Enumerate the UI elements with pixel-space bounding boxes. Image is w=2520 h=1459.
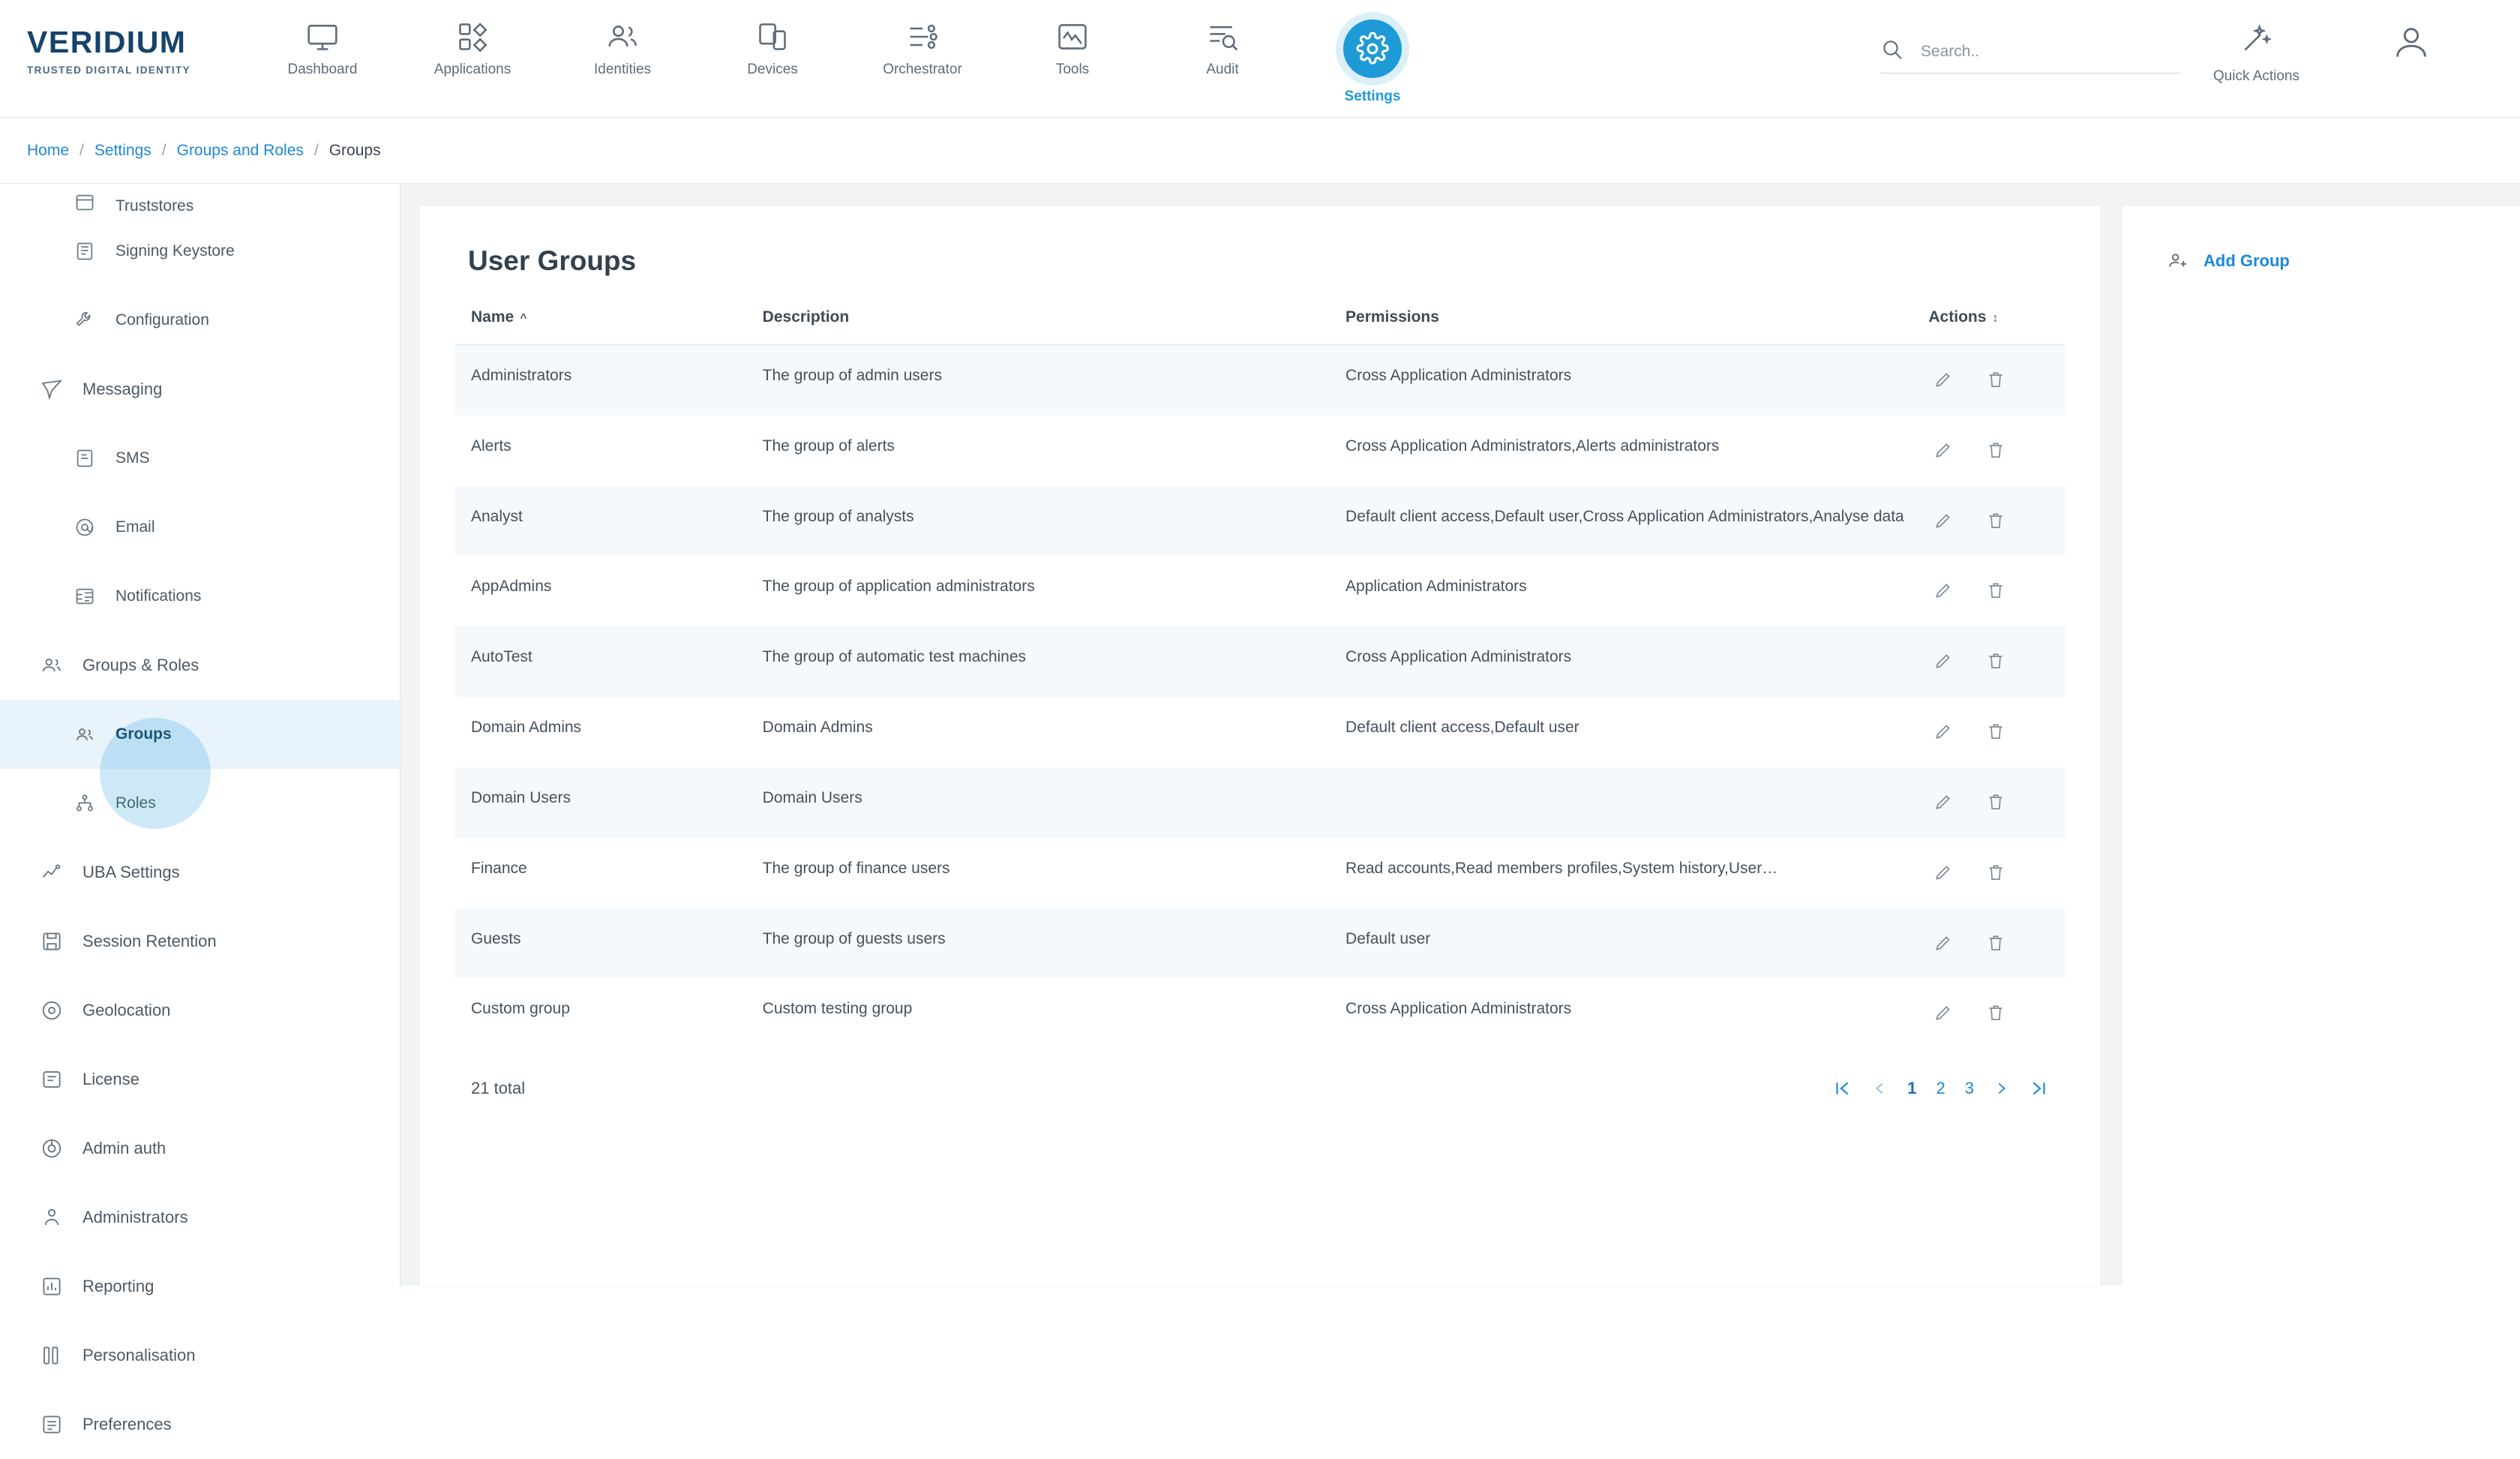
preferences-icon: [39, 1412, 64, 1437]
sidebar-item-label: Personalisation: [82, 1346, 196, 1364]
table-row[interactable]: [454, 416, 2066, 486]
sidebar-item-label: Preferences: [82, 1415, 172, 1433]
sidebar-item-label: Administrators: [82, 1208, 188, 1226]
breadcrumb-item-settings[interactable]: Settings: [94, 141, 152, 159]
sms-icon: [72, 446, 98, 471]
orchestrator-icon: [905, 20, 940, 54]
email-icon: [72, 515, 98, 540]
nav-item-orchestrator[interactable]: [848, 12, 998, 78]
groups-icon: [72, 722, 98, 747]
column-header-name[interactable]: [454, 308, 746, 345]
nav-label: Audit: [1206, 62, 1239, 77]
table-row[interactable]: [454, 978, 2066, 1049]
breadcrumb-separator: /: [80, 141, 84, 159]
table-head: [454, 308, 2066, 345]
nav-item-dashboard[interactable]: [248, 12, 398, 78]
table-row[interactable]: [454, 345, 2066, 416]
sidebar-item-messaging[interactable]: [0, 355, 400, 424]
sort-both-icon: ↕: [1992, 312, 1999, 325]
table-body: [454, 345, 2066, 1049]
geolocation-icon: [39, 998, 64, 1023]
sidebar-item-roles[interactable]: [0, 769, 400, 838]
cell-description: The group of guests users: [746, 908, 1329, 979]
cell-name: Alerts: [471, 437, 512, 455]
column-label: Actions: [1928, 308, 1987, 326]
cell-actions: [1912, 345, 2066, 416]
sidebar-item-groups-and-roles[interactable]: [0, 631, 400, 700]
cell-description: The group of alerts: [762, 437, 895, 455]
nav-label: Orchestrator: [883, 62, 962, 77]
cell-permissions: [1329, 767, 1912, 838]
sidebar-item-label: Groups & Roles: [82, 656, 200, 674]
audit-icon: [1205, 20, 1240, 54]
edit-pencil-icon[interactable]: [1928, 365, 1958, 395]
cell-name: Custom group: [471, 1000, 570, 1018]
nav-item-applications[interactable]: [398, 12, 548, 78]
cell-name: Finance: [471, 859, 527, 877]
cell-permissions: Cross Application Administrators: [1329, 626, 1912, 697]
sidebar-item-sms[interactable]: [0, 424, 400, 493]
edit-pencil-icon[interactable]: [1928, 857, 1958, 887]
nav-item-identities[interactable]: [548, 12, 698, 78]
breadcrumb-item-home[interactable]: Home: [27, 141, 70, 159]
sidebar-item-label: Email: [116, 518, 155, 536]
sidebar-item-label: Groups: [116, 725, 172, 743]
cell-description: The group of application administrators: [762, 578, 1035, 596]
nav-label: Dashboard: [287, 62, 358, 77]
page-title: User Groups: [468, 245, 637, 276]
nav-label: Tools: [1055, 62, 1090, 77]
settings-sidebar: [0, 184, 400, 1433]
column-label: Permissions: [1346, 308, 1439, 326]
sidebar-item-label: Truststores: [116, 197, 194, 215]
sidebar-item-personalisation[interactable]: [0, 1321, 400, 1390]
license-icon: [39, 1067, 64, 1092]
add-group-icon: [2168, 250, 2190, 272]
cell-name: Analyst: [454, 486, 746, 557]
configuration-icon: [72, 308, 98, 333]
column-header-actions[interactable]: [1912, 308, 2066, 345]
apps-icon: [455, 20, 490, 54]
trash-icon[interactable]: [1981, 575, 2011, 605]
breadcrumb-item-groups: Groups: [328, 141, 381, 159]
uba-icon: [39, 860, 64, 885]
cell-description: The group of admin users: [746, 345, 1329, 416]
top-navigation: [248, 0, 1448, 105]
cell-description: The group of finance users: [762, 859, 950, 877]
pagination-first-button[interactable]: [1832, 1079, 1852, 1098]
cell-permissions: Default client access,Default user: [1346, 719, 1580, 737]
search-input[interactable]: [1919, 42, 2180, 62]
nav-item-tools[interactable]: [998, 12, 1148, 78]
trash-icon[interactable]: [1981, 857, 2011, 887]
devices-icon: [755, 20, 790, 54]
sidebar-item-reporting[interactable]: [0, 1252, 400, 1321]
cell-permissions: Cross Application Administrators,Alerts administrators: [1346, 437, 1720, 455]
cell-name: Domain Admins: [471, 719, 582, 737]
search-icon: [1880, 38, 1904, 65]
cell-permissions: Read accounts,Read members profiles,System history,User…: [1346, 859, 1778, 877]
trash-icon[interactable]: [1981, 998, 2011, 1028]
trash-icon[interactable]: [1981, 928, 2011, 958]
sidebar-item-notifications[interactable]: [0, 562, 400, 631]
sidebar-item-label: Configuration: [116, 311, 209, 329]
cell-actions: [1912, 486, 2066, 557]
page-body: [0, 184, 2520, 1433]
table-row[interactable]: [454, 767, 2066, 838]
cell-actions: [1912, 908, 2066, 979]
cell-actions: [1912, 556, 2066, 626]
people-icon: [605, 20, 640, 54]
breadcrumb: [0, 118, 2520, 184]
cell-permissions: Application Administrators: [1346, 578, 1527, 596]
nav-item-audit[interactable]: [1148, 12, 1298, 78]
breadcrumb-separator: /: [314, 141, 319, 159]
admin-auth-icon: [39, 1136, 64, 1161]
nav-item-settings[interactable]: [1298, 12, 1448, 105]
pagination-page-2[interactable]: 2: [1936, 1079, 1946, 1098]
top-bar-right: [1880, 0, 2520, 85]
add-group-button[interactable]: [2168, 250, 2520, 272]
cell-permissions: Cross Application Administrators: [1346, 1000, 1572, 1018]
cell-name: AppAdmins: [471, 578, 552, 596]
brand-logo[interactable]: [0, 0, 248, 76]
edit-pencil-icon[interactable]: [1928, 716, 1958, 746]
edit-pencil-icon[interactable]: [1928, 787, 1958, 817]
table-footer: [454, 1079, 2066, 1098]
column-header-description[interactable]: [746, 308, 1329, 345]
nav-label: Identities: [593, 62, 652, 77]
sidebar-item-uba-settings[interactable]: [0, 838, 400, 907]
messaging-icon: [39, 377, 64, 402]
sidebar-item-label: Admin auth: [82, 1139, 166, 1157]
cell-actions: [1912, 626, 2066, 697]
reporting-icon: [39, 1274, 64, 1299]
sidebar-item-session-retention[interactable]: [0, 907, 400, 976]
cell-name: Domain Users: [454, 767, 746, 838]
truststore-icon: [72, 190, 98, 215]
table-row[interactable]: [454, 556, 2066, 626]
top-bar: [0, 0, 2520, 118]
groups-table: [454, 308, 2066, 1049]
table-header-row: [454, 308, 2066, 345]
gear-icon: [1343, 20, 1402, 78]
edit-pencil-icon[interactable]: [1928, 928, 1958, 958]
breadcrumb-item-groups-and-roles[interactable]: Groups and Roles: [176, 141, 304, 159]
breadcrumb-separator: /: [161, 141, 166, 159]
session-retention-icon: [39, 929, 64, 954]
sidebar-item-signing-keystore[interactable]: [0, 217, 400, 286]
quick-actions-button[interactable]: [2213, 18, 2300, 85]
column-header-permissions[interactable]: [1329, 308, 1912, 345]
pagination: [1832, 1079, 2049, 1098]
user-groups-card: [420, 206, 2100, 1286]
trash-icon[interactable]: [1981, 646, 2011, 676]
keystore-icon: [72, 239, 98, 264]
sidebar-item-label: Roles: [116, 794, 156, 812]
table-row[interactable]: [454, 838, 2066, 908]
sidebar-item-license[interactable]: [0, 1045, 400, 1114]
table-row[interactable]: [454, 908, 2066, 979]
cell-description: The group of analysts: [746, 486, 1329, 557]
search-box[interactable]: [1880, 38, 2180, 74]
cell-description: The group of automatic test machines: [746, 626, 1329, 697]
cell-description: Domain Admins: [762, 719, 873, 737]
edit-pencil-icon[interactable]: [1928, 646, 1958, 676]
sidebar-item-label: Reporting: [82, 1277, 154, 1295]
sidebar-item-email[interactable]: [0, 493, 400, 562]
sidebar-item-label: Notifications: [116, 587, 202, 605]
personalisation-icon: [39, 1343, 64, 1368]
cell-actions: [1912, 416, 2066, 486]
main-content: [400, 184, 2520, 1286]
cell-name: Guests: [454, 908, 746, 979]
sidebar-item-label: UBA Settings: [82, 863, 180, 881]
cell-description: Domain Users: [746, 767, 1329, 838]
cell-name: Administrators: [454, 345, 746, 416]
sort-asc-icon: ^: [520, 312, 527, 325]
trash-icon[interactable]: [1981, 365, 2011, 395]
cell-actions: [1912, 697, 2066, 767]
notifications-icon: [72, 584, 98, 609]
administrators-icon: [39, 1205, 64, 1230]
nav-label: Applications: [434, 62, 512, 77]
cell-permissions: Cross Application Administrators: [1329, 345, 1912, 416]
total-count: 21 total: [471, 1079, 526, 1098]
nav-label: Settings: [1344, 89, 1401, 104]
sidebar-item-geolocation[interactable]: [0, 976, 400, 1045]
cell-actions: [1912, 838, 2066, 908]
table-row[interactable]: [454, 697, 2066, 767]
wand-icon: [2240, 23, 2272, 59]
sidebar-item-label: Messaging: [82, 380, 163, 398]
quick-actions-label: Quick Actions: [2212, 68, 2300, 84]
pagination-page-1[interactable]: 1: [1907, 1079, 1917, 1098]
cell-actions: [1912, 767, 2066, 838]
trash-icon[interactable]: [1981, 787, 2011, 817]
edit-pencil-icon[interactable]: [1928, 575, 1958, 605]
sidebar-item-label: Geolocation: [82, 1001, 171, 1019]
nav-item-devices[interactable]: [698, 12, 848, 78]
pagination-next-button[interactable]: [1994, 1080, 2010, 1097]
sidebar-item-label: SMS: [116, 449, 150, 467]
sidebar-item-groups[interactable]: [0, 700, 400, 769]
user-avatar-icon: [2392, 23, 2431, 65]
cell-permissions: Default user: [1329, 908, 1912, 979]
pagination-prev-button[interactable]: [1871, 1080, 1888, 1097]
monitor-icon: [305, 20, 340, 54]
brand-tagline: TRUSTED DIGITAL IDENTITY: [27, 65, 190, 76]
pagination-page-3[interactable]: 3: [1964, 1079, 1974, 1098]
edit-pencil-icon[interactable]: [1928, 435, 1958, 465]
cell-description: Custom testing group: [762, 1000, 913, 1018]
sidebar-item-configuration[interactable]: [0, 286, 400, 355]
edit-pencil-icon[interactable]: [1928, 998, 1958, 1028]
right-panel: [2122, 206, 2520, 1286]
sidebar-item-administrators[interactable]: [0, 1183, 400, 1252]
sidebar-item-label: Session Retention: [82, 932, 217, 950]
roles-icon: [72, 791, 98, 816]
table-row[interactable]: [454, 486, 2066, 557]
trash-icon[interactable]: [1981, 716, 2011, 746]
pagination-last-button[interactable]: [2030, 1079, 2049, 1098]
cell-permissions: Default client access,Default user,Cross Application Administrators,Analyse data: [1329, 486, 1912, 557]
tools-icon: [1055, 20, 1090, 54]
add-group-label: Add Group: [2204, 251, 2290, 270]
edit-pencil-icon[interactable]: [1928, 506, 1958, 536]
column-label: Description: [762, 308, 850, 326]
nav-label: Devices: [747, 62, 798, 77]
trash-icon[interactable]: [1981, 435, 2011, 465]
brand-name: VERIDIUM: [27, 25, 187, 59]
cell-actions: [1912, 978, 2066, 1049]
groups-roles-icon: [39, 653, 64, 678]
trash-icon[interactable]: [1981, 506, 2011, 536]
sidebar-item-preferences[interactable]: [0, 1390, 400, 1459]
sidebar-item-label: Signing Keystore: [116, 242, 235, 260]
table-row[interactable]: [454, 626, 2066, 697]
column-label: Name: [471, 308, 514, 326]
cell-name: AutoTest: [454, 626, 746, 697]
user-menu[interactable]: [2332, 18, 2490, 73]
sidebar-item-truststores[interactable]: [0, 184, 400, 217]
sidebar-item-admin-auth[interactable]: [0, 1114, 400, 1183]
sidebar-item-label: License: [82, 1070, 140, 1088]
